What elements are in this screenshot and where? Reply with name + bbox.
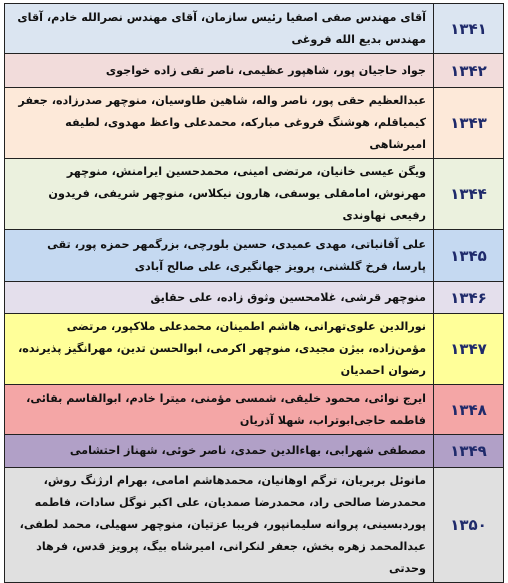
names-cell: ویگن عیسی خانیان، مرتضی امینی، محمدحسین ایرامنش، منوچهر مهرنوش، امامقلی یوسفی، هارون نیکلاس، منوچهر شریفی، فریدون رفیعی نهاوندی <box>5 159 434 230</box>
names-cell: نورالدین علوی‌تهرانی، هاشم اطمینان، محمدعلی ملاکپور، مرتضی مؤمن‌زاده، بیژن مجیدی، منوچهر اکرمی، ابوالحسن تدین، مهرانگیز پذیرنده، رضوان احمدیان <box>5 314 434 385</box>
year-cell: ۱۳۴۱ <box>434 4 504 54</box>
table-row <box>5 4 504 54</box>
table-row <box>5 230 504 282</box>
graduates-table <box>4 3 504 583</box>
names-cell: جواد حاجیان پور، شاهپور عظیمی، ناصر تقی زاده خواجوی <box>5 54 434 88</box>
year-cell: ۱۳۴۵ <box>434 230 504 282</box>
names-cell: منوچهر قرشی، غلامحسین وثوق زاده، علی حقایق <box>5 282 434 314</box>
table-row <box>5 385 504 435</box>
table-row <box>5 435 504 468</box>
year-cell: ۱۳۴۹ <box>434 435 504 468</box>
year-cell: ۱۳۴۸ <box>434 385 504 435</box>
year-cell: ۱۳۴۲ <box>434 54 504 88</box>
names-cell: مانوئل بربریان، ترگم اوهانیان، محمدهاشم امامی، بهرام ارژنگ روش، محمدرضا صالحی راد، محمدرضا صمدیان، علی اکبر نوگل سادات، فاطمه پوردبسینی، پروانه سلیمانپور، فریبا عزتیان، منوچهر سهیلی، محمد لطفی، عبدالمحمد زهره بخش، جعفر لنکرانی، امیرشاه بیگ، پرویز قدس، فرهاد وحدتی <box>5 468 434 583</box>
year-cell: ۱۳۴۴ <box>434 159 504 230</box>
table-row <box>5 314 504 385</box>
names-cell: عبدالعظیم حقی پور، ناصر واله، شاهین طاوسیان، منوچهر صدرزاده، جعفر کیمیاقلم، هوشنگ فروغی مبارکه، محمدعلی واعظ مهدوی، لطیفه امیرشاهی <box>5 88 434 159</box>
names-cell: آقای مهندس صفی اصفیا رئیس سازمان، آقای مهندس نصرالله خادم، آقای مهندس بدیع الله فروغی <box>5 4 434 54</box>
table-row <box>5 159 504 230</box>
year-cell: ۱۳۴۳ <box>434 88 504 159</box>
names-cell: مصطفی شهرابی، بهاءالدین حمدی، ناصر خوئی، شهناز احتشامی <box>5 435 434 468</box>
table-row <box>5 468 504 583</box>
graduates-table-body <box>5 4 504 583</box>
year-cell: ۱۳۴۷ <box>434 314 504 385</box>
year-cell: ۱۳۴۶ <box>434 282 504 314</box>
names-cell: ایرج نوائی، محمود خلیقی، شمسی مؤمنی، میترا خادم، ابوالقاسم بقائی، فاطمه حاجی‌ابوتراب، شهلا آذریان <box>5 385 434 435</box>
names-cell: علی آقانباتی، مهدی عمیدی، حسین بلورچی، بزرگمهر حمزه پور، تقی پارسا، فرخ گلشنی، پرویز جهانگیری، علی صالح آبادی <box>5 230 434 282</box>
year-cell: ۱۳۵۰ <box>434 468 504 583</box>
table-row <box>5 88 504 159</box>
table-row <box>5 282 504 314</box>
table-row <box>5 54 504 88</box>
